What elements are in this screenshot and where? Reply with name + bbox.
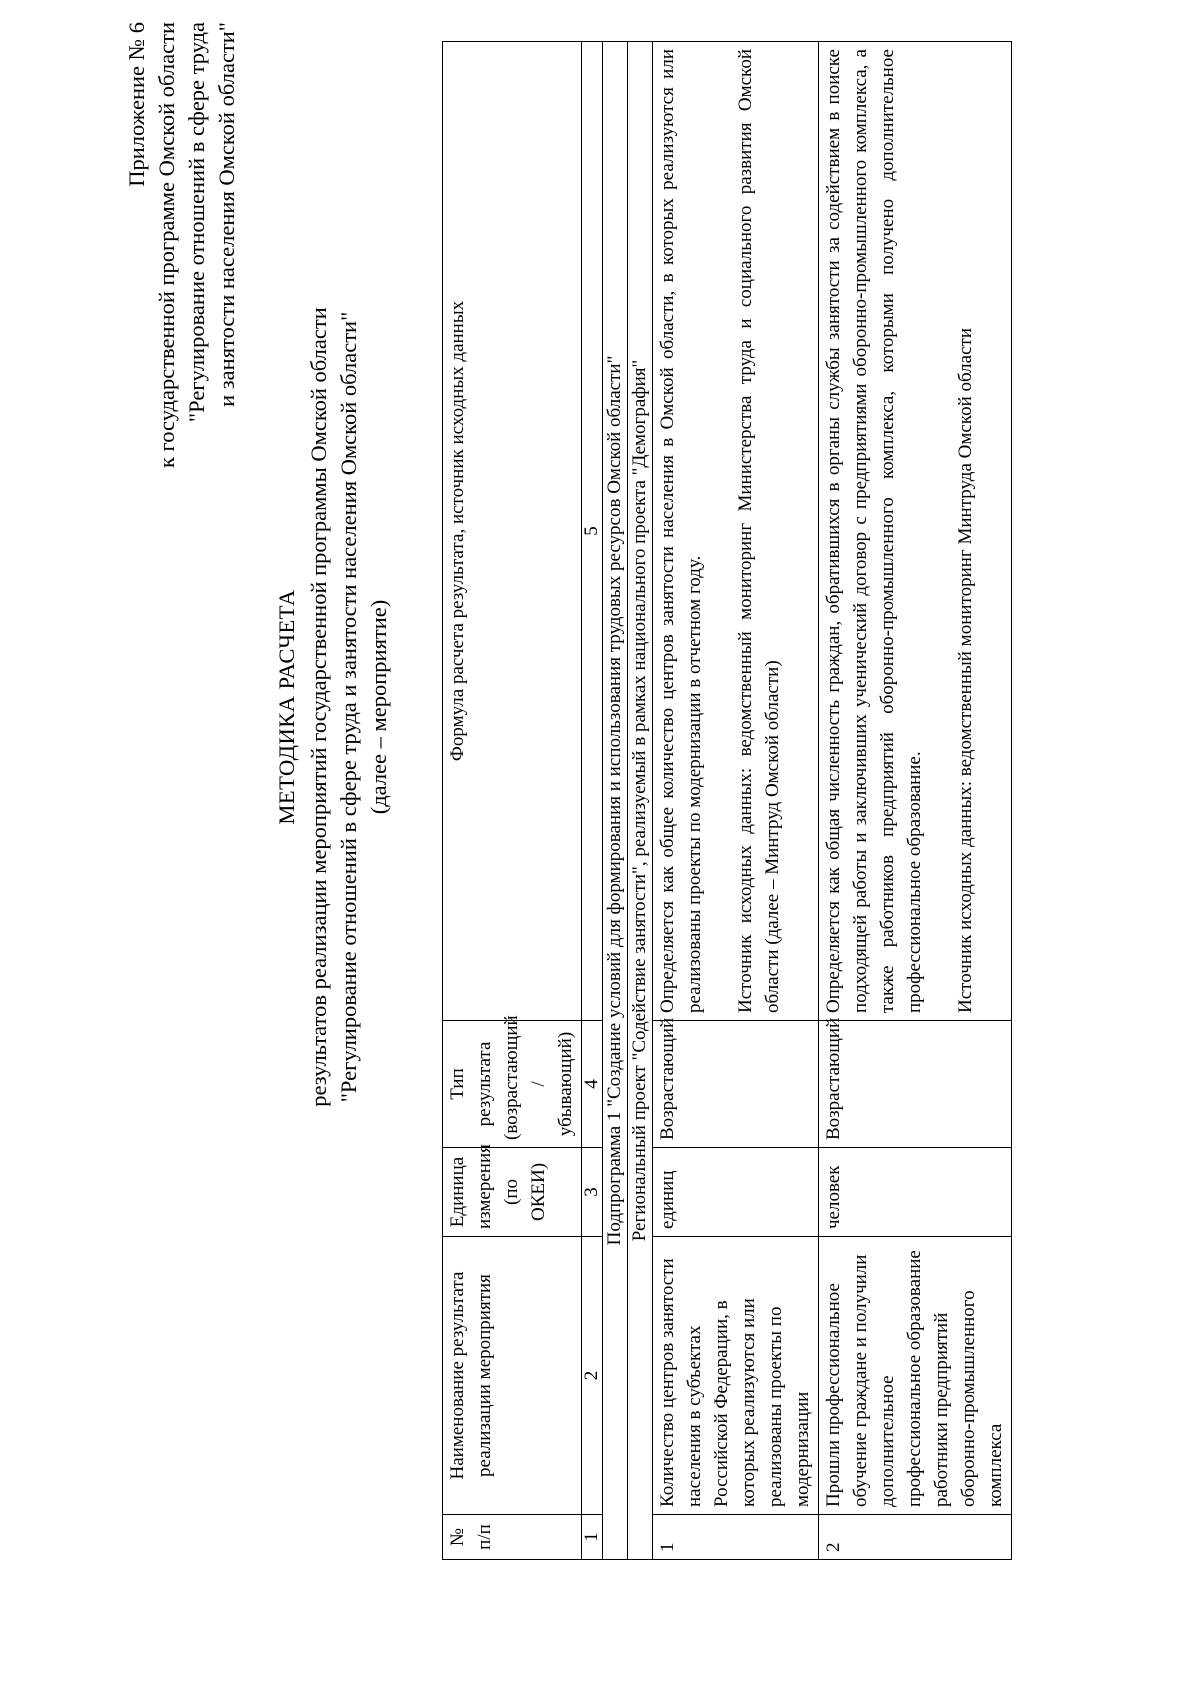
column-number: 2 bbox=[582, 1237, 603, 1515]
document-heading bbox=[272, 277, 394, 1137]
row-source: Источник исходных данных: ведомственный мониторинг Министерства труда и социального развития Омской области (далее – Минтруд Омской области) bbox=[735, 49, 783, 1013]
row-type: Возрастающий bbox=[819, 1021, 1012, 1148]
table-row bbox=[653, 42, 819, 1560]
header-num: № п/п bbox=[443, 1515, 582, 1560]
row-formula-cell bbox=[653, 42, 819, 1021]
table-header-row bbox=[443, 42, 582, 1560]
column-number: 1 bbox=[582, 1515, 603, 1560]
appendix-block bbox=[122, 22, 242, 612]
row-num: 1 bbox=[653, 1515, 819, 1560]
header-formula: Формула расчета результата, источник исходных данных bbox=[443, 42, 582, 1021]
row-formula: Определяется как общее количество центров занятости населения в Омской области, в которых реализуются или реализованы проекты по модернизации в отчетном году. bbox=[657, 49, 705, 1013]
document-title: МЕТОДИКА РАСЧЕТА bbox=[274, 589, 299, 825]
project-title: Региональный проект "Содействие занятости", реализуемый в рамках национального проекта "Демография" bbox=[628, 42, 653, 1560]
header-type: Тип результата (возрастающий / убывающий) bbox=[443, 1021, 582, 1148]
row-unit: человек bbox=[819, 1148, 1012, 1237]
heading-line-3: (далее – мероприятие) bbox=[366, 599, 391, 815]
row-source: Источник исходных данных: ведомственный мониторинг Минтруда Омской области bbox=[955, 327, 976, 1013]
table-row bbox=[819, 42, 1012, 1560]
column-number: 4 bbox=[582, 1021, 603, 1148]
column-number: 3 bbox=[582, 1148, 603, 1237]
row-type: Возрастающий bbox=[653, 1021, 819, 1148]
row-unit: единиц bbox=[653, 1148, 819, 1237]
appendix-line-2: к государственной программе Омской области bbox=[154, 22, 179, 469]
appendix-line-3: "Регулирование отношений в сфере труда bbox=[184, 22, 209, 423]
column-number-row bbox=[582, 42, 603, 1560]
heading-line-1: результатов реализации мероприятий государственной программы Омской области bbox=[306, 307, 331, 1107]
project-row bbox=[628, 42, 653, 1560]
row-name: Количество центров занятости населения в субъектах Российской Федерации, в которых реализуются или реализованы проекты по модернизации bbox=[653, 1237, 819, 1515]
subprogram-row bbox=[603, 42, 628, 1560]
heading-line-2: "Регулирование отношений в сфере труда и занятости населения Омской области" bbox=[336, 311, 361, 1103]
row-name: Прошли профессиональное обучение граждане и получили дополнительное профессиональное образование работники предприятий оборонно-промышленного комплекса bbox=[819, 1237, 1012, 1515]
methodology-table bbox=[442, 41, 1012, 1560]
column-number: 5 bbox=[582, 42, 603, 1021]
row-formula-cell bbox=[819, 42, 1012, 1021]
row-num: 2 bbox=[819, 1515, 1012, 1560]
subprogram-title: Подпрограмма 1 "Создание условий для формирования и использования трудовых ресурсов Омской области" bbox=[603, 42, 628, 1560]
row-formula: Определяется как общая численность граждан, обратившихся в органы службы занятости за содействием в поиске подходящей работы и заключивших ученический договор с предприятиями оборонно-промышленного комплекса, а также работников предприятий оборонно-промышленного комплекса, которыми получено дополнительное профессиональное образование. bbox=[823, 49, 925, 1013]
appendix-line-1: Приложение № 6 bbox=[124, 22, 149, 187]
header-name: Наименование результата реализации мероприятия bbox=[443, 1237, 582, 1515]
header-unit: Единица измерения (по ОКЕИ) bbox=[443, 1148, 582, 1237]
appendix-line-4: и занятости населения Омской области" bbox=[214, 22, 239, 407]
